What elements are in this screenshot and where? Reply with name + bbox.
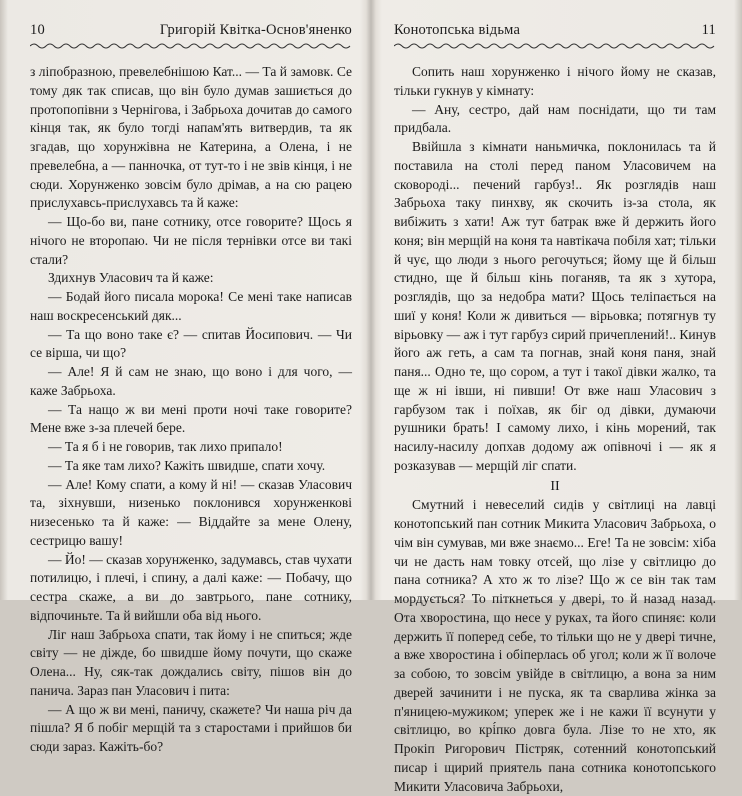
paragraph: — Та я б і не говорив, так лихо припало! [48,439,283,454]
right-page-text [394,63,716,796]
paragraph: — Та що воно таке є? — спитав Йосипович. — Чи се вірша, чи що? [30,326,352,361]
paragraph: Смутний і невеселий сидів у світлиці на лавці конотопський пан сотник Микита Уласович Забрьоха, о чім він сумував, ми вже знаємо... Еге! Та не зовсім: хіба чи не дасть нам товку отсей, що лізе у світлицю до пана сотника? А хто ж то лізе? Що ж се він так там мордується? То піткнеться у двері, то й назад назад. Ота хворостина, що несе у руках, та його спиняє: коли держить її поперед себе, то тільки що не у двері тичне, а вже хворостина і обіперлась об угол; коли ж її волоче за собою, то зовсім увійде в світлицю, а вона за ним дверей зачинити і не пуска, як та сварлива жінка за п'яницею-мужиком; уперек же і не кажи її всунути у світлицю, во крі́пко довга була. Лізе то не хто, як Прокіп Ригорович Пістряк, сотенний конотопський писар і щирий приятель пана сотника конотопського Микити Уласовича Забрьохи, [394,497,716,794]
left-running-title: Григорій Квітка-Основ'яненко [159,22,352,38]
paragraph: — Та нащо ж ви мені проти ночі таке говорите? Мене вже з-за плечей бере. [30,401,352,436]
right-wavy-rule [394,42,716,50]
paragraph: — Та яке там лихо? Кажіть швидше, спати хочу. [48,457,326,473]
paragraph: — Але! Кому спати, а кому й ні! — сказав Уласович та, зіхнувши, низенько поклонився хорунженкові низесенько та й каже: — Віддайте за мене Олену, сестрицю вашу! [30,476,352,548]
paragraph: з ліпобразною, превелебнішою Кат... — Та й замовк. Се тому дяк так списав, що він було думав зашиється до протопопівни з Чернігова, і Забрьоха дочитав до самого кінця так, як було тогді напам'ять витвердив, та як згадав, що хорунжівна не Катерина, а Олена, і не превелебна, а — панночка, от тут-то і не звів кінця, і не сюди. Хорунженко зовсім було дрімав, а на сю рацею прислухавсь-прислухавсь та й каже: [30,64,352,211]
left-wavy-rule [30,42,352,50]
paragraph: Здихнув Уласович та й каже: [48,270,214,286]
right-page [394,0,716,794]
paragraph: — Що-бо ви, пане сотнику, отсе говорите? Щось я нічого не второпаю. Чи не після тернівки отсе ви такі стали? [30,214,352,267]
paragraph: Ліг наш Забрьоха спати, так йому і не спиться; жде світу — не діжде, бо швидше йому почути, що скаже Олена... Ну, сяк-так дождались світу, пішов він до панича. Зараз пан Уласович і пита: [30,626,352,698]
paragraph: — Але! Я й сам не знаю, що воно і для чого, — каже Забрьоха. [30,364,352,398]
left-page-number: 10 [30,22,45,38]
right-running-title: Конотопська відьма [394,22,521,38]
paragraph: — А що ж ви мені, паничу, скажете? Чи наша річ да пішла? Я б побіг мерщій та з старостами і прийшов би сюди зараз. Кажіть-бо? [30,701,352,754]
paragraph: Сопить наш хорунженко і нічого йому не сказав, тільки гукнув у кімнату: [394,64,716,98]
left-page [30,0,352,754]
right-running-head [394,22,716,42]
book-gutter [366,0,376,600]
paragraph: Ввійшла з кімнати наньмичка, поклонилась та й поставила на столі перед паном Уласовичем на сковороді... печений гарбуз!.. Як розглядів наш Забрьоха таку пинхву, як скочить із-за стола, як вибіжить з хати! Аж тут батрак вже й держить його коня; він мерщій на коня та навтікача побіля хат; тільки й чує, що люди з нього регочуться; йому ще й більш стидно, ще й більш кінь поганяв, та як з хутора, розглядів, що за недобра мати? Щось теліпається на шиї у коня! Коли ж дивиться — вірьовка; потягнув ту вірьовку — аж і тут гарбуз сирий причеплений!.. Кинув його аж геть, а сам та погнав, знай коня паня, знай паня... Одно те, що сором, а тут і такої дівки жалко, та ще ж ні івши, ні пивши! От вже наш Уласович з гарбузом так і поїхав, як біг од дівки, думаючи рушники брать! І самому лихо, і кінь морений, так насилу-насилу допхав додому аж опівночі і — як я розказував — мерщій ліг спати. [394,139,716,473]
paragraph: — Ану, сестро, дай нам поснідати, що ти там придбала. [394,101,716,136]
left-page-text [30,63,352,757]
paragraph: — Бодай його писала морока! Се мені таке написав наш воскресенський дяк... [30,289,352,323]
chapter-heading: II [550,478,560,494]
right-page-number: 11 [701,22,716,38]
left-running-head [30,22,352,42]
paragraph: — Йо! — сказав хорунженко, задумавсь, став чухати потилицю, і плечі, і спину, а далі каже: — Побачу, що сестра скаже, а ви до завтрього, пане сотнику, відпочиньте. Та й вийшли оба від нього. [30,551,352,623]
